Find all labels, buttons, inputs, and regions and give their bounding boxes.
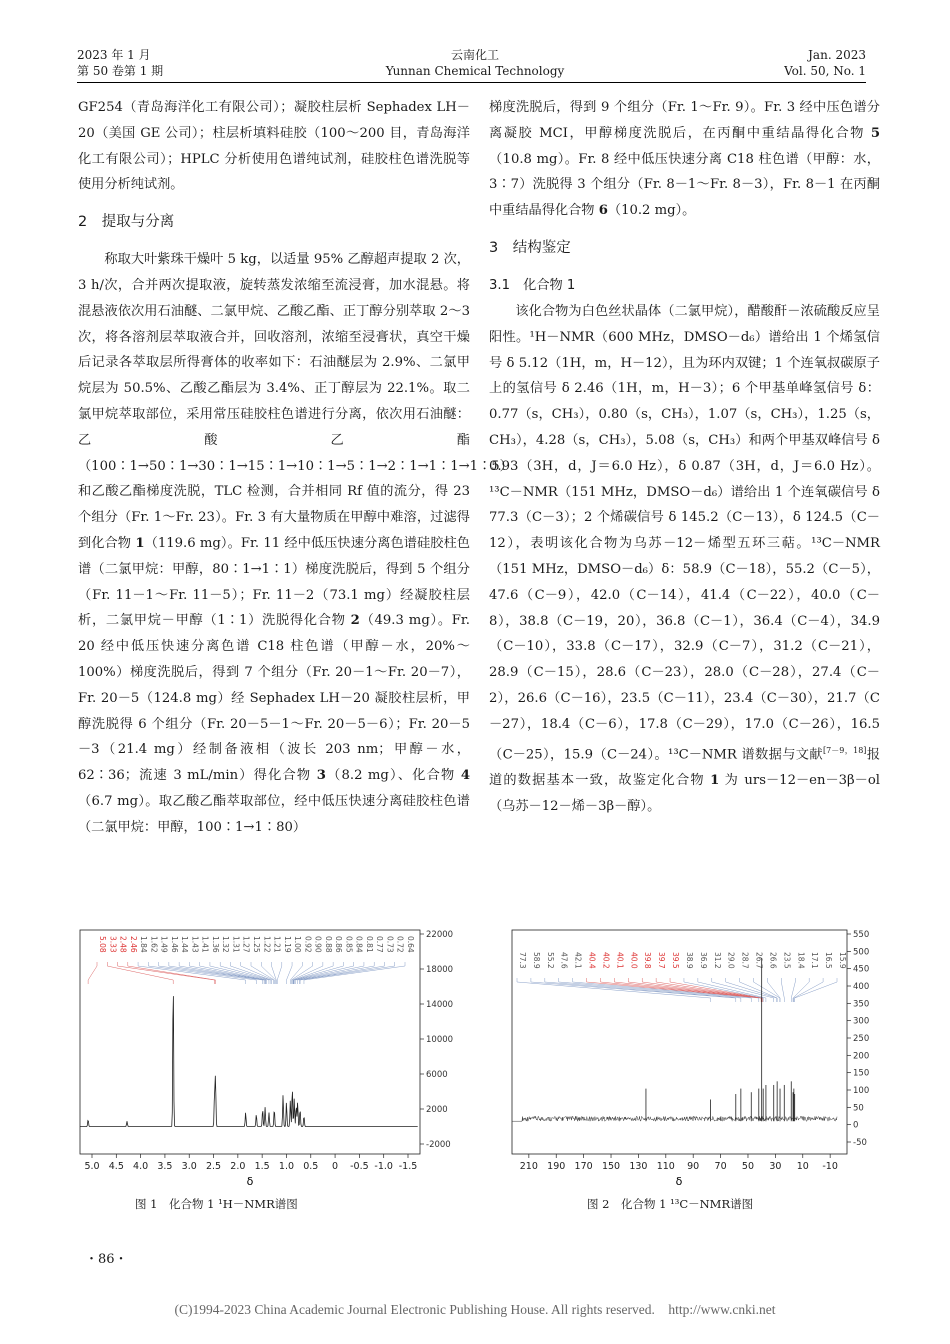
y-tick-label: 150	[853, 1068, 870, 1079]
peak-label: 5.08	[98, 936, 107, 953]
peak-label: 3.33	[108, 936, 118, 953]
text-segment: （49.3 mg）。Fr. 20 经中低压快速分离色谱 C18 柱色谱（甲醇－水，20%～100%）梯度洗脱后，得到 7 个组分（Fr. 20－1～Fr. 20－7），Fr. 20－5（124.8 mg）经 Sephadex LH－20 凝胶柱层析，甲醇洗脱得 6 个组分（Fr. 20－5－1～Fr. 20－5－6）；Fr. 20－5－3（21.4 mg）经制备液相（波长 203 nm；甲醇－水，62∶36；流速 3 mL/min）得化合物	[78, 613, 470, 784]
y-tick-label: 250	[853, 1034, 870, 1044]
x-tick-label: -1.0	[374, 1161, 393, 1172]
y-tick-label: 450	[853, 964, 870, 975]
peak-label: 39.5	[671, 952, 681, 969]
peak-label: 0.84	[354, 936, 364, 953]
text-segment: 该化合物为白色丝状晶体（二氯甲烷），醋酸酐－浓硫酸反应呈阳性。¹H－NMR（600 MHz，DMSO－d₆）谱给出 1 个烯氢信号 δ 5.12（1H，m，H－12），且为环内双键；1 个连氧叔碳原子上的氢信号 δ 2.46（1H，m，H－3）；6 个甲基单峰氢信号 δ：0.77（s，CH₃），0.80（s，CH₃），1.07（s，CH₃），1.25（s，CH₃），4.28（s，CH₃），5.08（s，CH₃）和两个甲基双峰信号 δ 0.93（3H，d，J＝6.0 Hz），δ 0.87（3H，d，J＝6.0 Hz）。¹³C－NMR（151 MHz，DMSO－d₆）谱给出 1 个连氧碳信号 δ 77.3（C－3）；2 个烯碳信号 δ 145.2（C－13），δ 124.5（C－12），表明该化合物为乌苏－12－烯型五环三萜。¹³C－NMR（151 MHz，DMSO－d₆）δ：58.9（C－18），55.2（C－5），47.6（C－9），42.0（C－14），41.4（C－22），40.0（C－8），38.8（C－19，20），36.8（C－1），36.4（C－4），34.9（C－10），33.8（C－17），32.9（C－7），31.2（C－21），28.9（C－15），28.6（C－23），28.0（C－28），27.4（C－2），26.6（C－16），23.5（C－11），23.4（C－30），21.7（C－27），18.4（C－6），17.8（C－29），17.0（C－26），16.5（C－25），15.9（C－24）。¹³C－NMR 谱数据与文献	[489, 303, 880, 762]
x-tick-label: 0	[332, 1161, 339, 1172]
peak-label: 1.00	[293, 936, 303, 953]
x-tick-label: 0.5	[303, 1161, 319, 1172]
x-tick-label: 1.5	[254, 1161, 270, 1172]
x-tick-label: 190	[547, 1161, 566, 1172]
peak-label: 1.32	[221, 936, 231, 953]
x-tick-label: 2.5	[205, 1161, 222, 1172]
y-tick-label: 200	[853, 1051, 870, 1062]
text-segment: （10.2 mg）。	[607, 203, 696, 219]
peak-label: 16.5	[824, 952, 834, 969]
peak-label: 0.81	[364, 936, 374, 953]
peak-label: 0.73	[385, 936, 395, 953]
text-segment: 梯度洗脱后，得到 9 个组分（Fr. 1～Fr. 9）。Fr. 3 经中压色谱分离凝胶 MCI，甲醇梯度洗脱后，在丙酮中重结晶得化合物	[489, 100, 880, 141]
header-volume: 第 50 卷第 1 期	[77, 64, 164, 78]
header-issue-en	[784, 47, 866, 79]
x-axis	[520, 1154, 838, 1172]
peak-label: 0.90	[313, 936, 323, 953]
compound-number: 6	[598, 203, 608, 219]
journal-name-cn: 云南化工	[450, 48, 499, 62]
peak-label: 36.9	[698, 952, 708, 969]
peak-label: 0.85	[344, 936, 354, 953]
peak-label: 18.4	[796, 952, 806, 969]
y-tick-label: 400	[853, 982, 870, 992]
journal-name-en: Yunnan Chemical Technology	[385, 64, 565, 78]
copyright-footer: (C)1994-2023 China Academic Journal Electronic Publishing House. All rights reserved. http://www.cnki.net	[174, 1302, 776, 1317]
peak-label: 26.6	[768, 952, 778, 969]
paragraph-extraction	[78, 247, 513, 840]
y-tick-label: 300	[853, 1016, 870, 1027]
x-tick-label: -1.5	[398, 1161, 418, 1172]
section-heading-extraction: 2 提取与分离	[78, 214, 175, 231]
x-tick-label: 10	[796, 1161, 809, 1172]
peak-label: 40.4	[587, 952, 597, 969]
y-tick-label: 14000	[426, 1000, 454, 1010]
x-tick-label: 3.0	[181, 1161, 197, 1172]
x-tick-label: 110	[656, 1161, 675, 1172]
peak-label: 55.2	[545, 952, 555, 969]
paragraph-compound1	[489, 299, 880, 819]
y-tick-label: 18000	[426, 965, 454, 975]
peak-label: 1.43	[190, 936, 200, 953]
figure-1-spectrum	[75, 928, 465, 1188]
citation: [7－9，18]	[823, 745, 867, 755]
text-segment: 报道的数据基本一致，故鉴定化合物	[489, 746, 881, 788]
left-column	[78, 95, 513, 841]
text-segment: （10.8 mg）。Fr. 8 经中低压快速分离 C18 柱色谱（甲醇：水，3∶7）洗脱得 3 个组分（Fr. 8－1～Fr. 8－3），Fr. 8－1 在丙酮中重结晶得化合物	[489, 151, 880, 219]
peak-label: 58.9	[531, 952, 541, 969]
peak-label: 26.7	[754, 952, 764, 969]
x-tick-label: 130	[629, 1161, 648, 1172]
peak-label: 0.77	[375, 936, 385, 953]
compound-number: 1	[710, 772, 720, 788]
peak-label: 1.46	[169, 936, 179, 953]
compound-number: 4	[460, 768, 471, 784]
peak-label: 31.2	[712, 952, 722, 969]
y-tick-label: 500	[853, 947, 870, 958]
peak-label: 1.21	[272, 936, 282, 953]
compound-number: 2	[350, 613, 360, 629]
peak-label: 39.7	[657, 952, 667, 969]
x-tick-label: 90	[687, 1161, 700, 1172]
x-tick-label: 2.0	[230, 1161, 246, 1172]
peak-label: 1.84	[139, 936, 149, 953]
x-tick-label: 5.0	[84, 1161, 100, 1172]
text-segment: 称取大叶紫珠干燥叶 5 kg，以适量 95% 乙醇超声提取 2 次，3 h/次，合并两次提取液，旋转蒸发浓缩至流浸膏，加水混悬。将混悬液依次用石油醚、二氯甲烷、乙酸乙酯、正丁醇分别萃取 2～3 次，将各溶剂层萃取液合并，回收溶剂，浓缩至浸膏状，真空干燥后记录各萃取层所得膏体的收率如下：石油醚层为 2.9%、二氯甲烷层为 50.5%、乙酸乙酯层为 3.4%、正丁醇层为 22.1%。取二氯甲烷萃取部位，采用常压硅胶柱色谱进行分离，依次用石油醚：乙酸乙酯（100∶1→50∶1→30∶1→15∶1→10∶1→5∶1→2∶1→1∶1→1∶5）和乙酸乙酯梯度洗脱，TLC 检测，合并相同 Rf 值的流分，得 23 个组分（Fr. 1～Fr. 23）。Fr. 3 有大量物质在甲醇中难溶，过滤得到化合物	[78, 252, 513, 551]
x-tick-label: -0.5	[350, 1161, 369, 1172]
peak-label: 29.0	[726, 952, 736, 969]
subsection-heading-compound1: 3.1 化合物 1	[489, 277, 576, 293]
peak-label: 0.86	[334, 936, 344, 953]
peak-label: 1.25	[252, 936, 261, 953]
peak-label: 2.46	[128, 936, 138, 953]
peak-label: 0.72	[395, 936, 405, 953]
peak-label: 23.5	[782, 952, 792, 969]
y-tick-label: 2000	[426, 1105, 448, 1115]
peak-label: 28.7	[740, 952, 750, 969]
peak-label: 39.8	[643, 952, 653, 969]
compound-number: 1	[135, 535, 145, 551]
x-axis-label: δ	[246, 1175, 254, 1188]
header-date: 2023 年 1 月	[77, 48, 151, 62]
peak-label: 47.6	[559, 952, 569, 969]
y-tick-label: 22000	[426, 930, 454, 940]
y-tick-label: 10000	[426, 1035, 454, 1045]
text-segment: 为 urs－12－en－3β－ol（乌苏－12－烯－3β－醇）。	[489, 772, 880, 814]
y-axis	[420, 930, 453, 1150]
paragraph-separation-cont	[489, 95, 880, 224]
peak-label: 1.44	[180, 936, 190, 953]
y-tick-label: 6000	[426, 1070, 448, 1080]
peak-label: 1.19	[282, 936, 292, 953]
compound-number: 3	[316, 768, 326, 784]
y-tick-label: -2000	[426, 1140, 451, 1150]
x-tick-label: 50	[741, 1161, 755, 1172]
x-tick-label: -10	[822, 1161, 838, 1172]
right-column	[489, 95, 880, 819]
plot-frame	[80, 930, 420, 1154]
x-tick-label: 170	[574, 1161, 593, 1172]
y-tick-label: 350	[853, 999, 870, 1010]
figure-2-spectrum	[507, 928, 892, 1188]
y-tick-label: -50	[853, 1138, 867, 1148]
peak-label: 15.9	[838, 952, 847, 969]
peak-label: 1.36	[210, 936, 220, 953]
peak-label: 1.31	[231, 936, 241, 953]
x-tick-label: 4.0	[133, 1161, 149, 1172]
peak-label: 2.48	[118, 936, 128, 953]
y-axis	[847, 930, 869, 1148]
header-date-en: Jan. 2023	[808, 48, 866, 62]
header-divider	[77, 82, 866, 83]
peak-label: 77.3	[518, 952, 527, 969]
text-segment: （8.2 mg）、化合物	[325, 768, 461, 784]
text-segment: （119.6 mg）。Fr. 11 经中低压快速分离色谱硅胶柱色谱（二氯甲烷：甲醇，80∶1→1∶1）梯度洗脱后，得到 5 个组分（Fr. 11－1～Fr. 11－5）；Fr. 11－2（73.1 mg）经凝胶柱层析，二氯甲烷－甲醇（1∶1）洗脱得化合物	[78, 535, 470, 629]
page-number: ・86・	[85, 1252, 128, 1267]
figure-1-caption: 图 1 化合物 1 ¹H－NMR谱图	[135, 1197, 298, 1211]
peak-label: 38.9	[684, 952, 694, 969]
peak-label: 0.64	[406, 936, 415, 953]
peak-label: 1.49	[159, 936, 169, 953]
peak-label: 1.62	[149, 936, 159, 953]
peak-label: 40.1	[615, 952, 625, 969]
peak-label: 0.88	[323, 936, 333, 953]
x-tick-label: 4.5	[108, 1161, 124, 1172]
x-tick-label: 210	[519, 1161, 538, 1172]
peak-label: 17.1	[810, 952, 820, 969]
paragraph-materials: GF254（青岛海洋化工有限公司）；凝胶柱层析 Sephadex LH－20（美国 GE 公司）；柱层析填料硅胶（100～200 目，青岛海洋化工有限公司）；HPLC 分析使用色谱纯试剂，硅胶柱色谱洗脱等使用分析纯试剂。	[78, 100, 470, 193]
peak-label: 42.1	[573, 952, 583, 969]
y-tick-label: 0	[853, 1120, 859, 1131]
text-segment: （6.7 mg）。取乙酸乙酯萃取部位，经中低压快速分离硅胶柱色谱（二氯甲烷：甲醇，100∶1→1∶80）	[78, 793, 470, 835]
peak-label: 40.2	[601, 952, 611, 969]
x-tick-label: 30	[769, 1161, 782, 1172]
y-tick-label: 50	[853, 1103, 864, 1114]
peak-label: 1.22	[262, 936, 272, 953]
peak-label: 1.41	[200, 936, 210, 953]
x-tick-label: 150	[601, 1161, 621, 1172]
section-heading-structure: 3 结构鉴定	[489, 239, 571, 256]
y-tick-label: 100	[853, 1086, 870, 1096]
header-volume-en: Vol. 50, No. 1	[784, 64, 866, 78]
x-tick-label: 3.5	[157, 1161, 173, 1172]
x-axis-label: δ	[675, 1175, 683, 1188]
peak-label: 1.27	[241, 936, 251, 953]
compound-number: 5	[870, 125, 880, 141]
x-tick-label: 1.0	[278, 1161, 295, 1172]
x-tick-label: 70	[714, 1161, 727, 1172]
y-tick-label: 550	[853, 930, 870, 940]
figure-2-caption: 图 2 化合物 1 ¹³C－NMR谱图	[587, 1197, 754, 1211]
peak-label: 40.0	[629, 952, 639, 969]
peak-label: 0.92	[303, 936, 313, 953]
x-axis	[84, 1154, 417, 1172]
